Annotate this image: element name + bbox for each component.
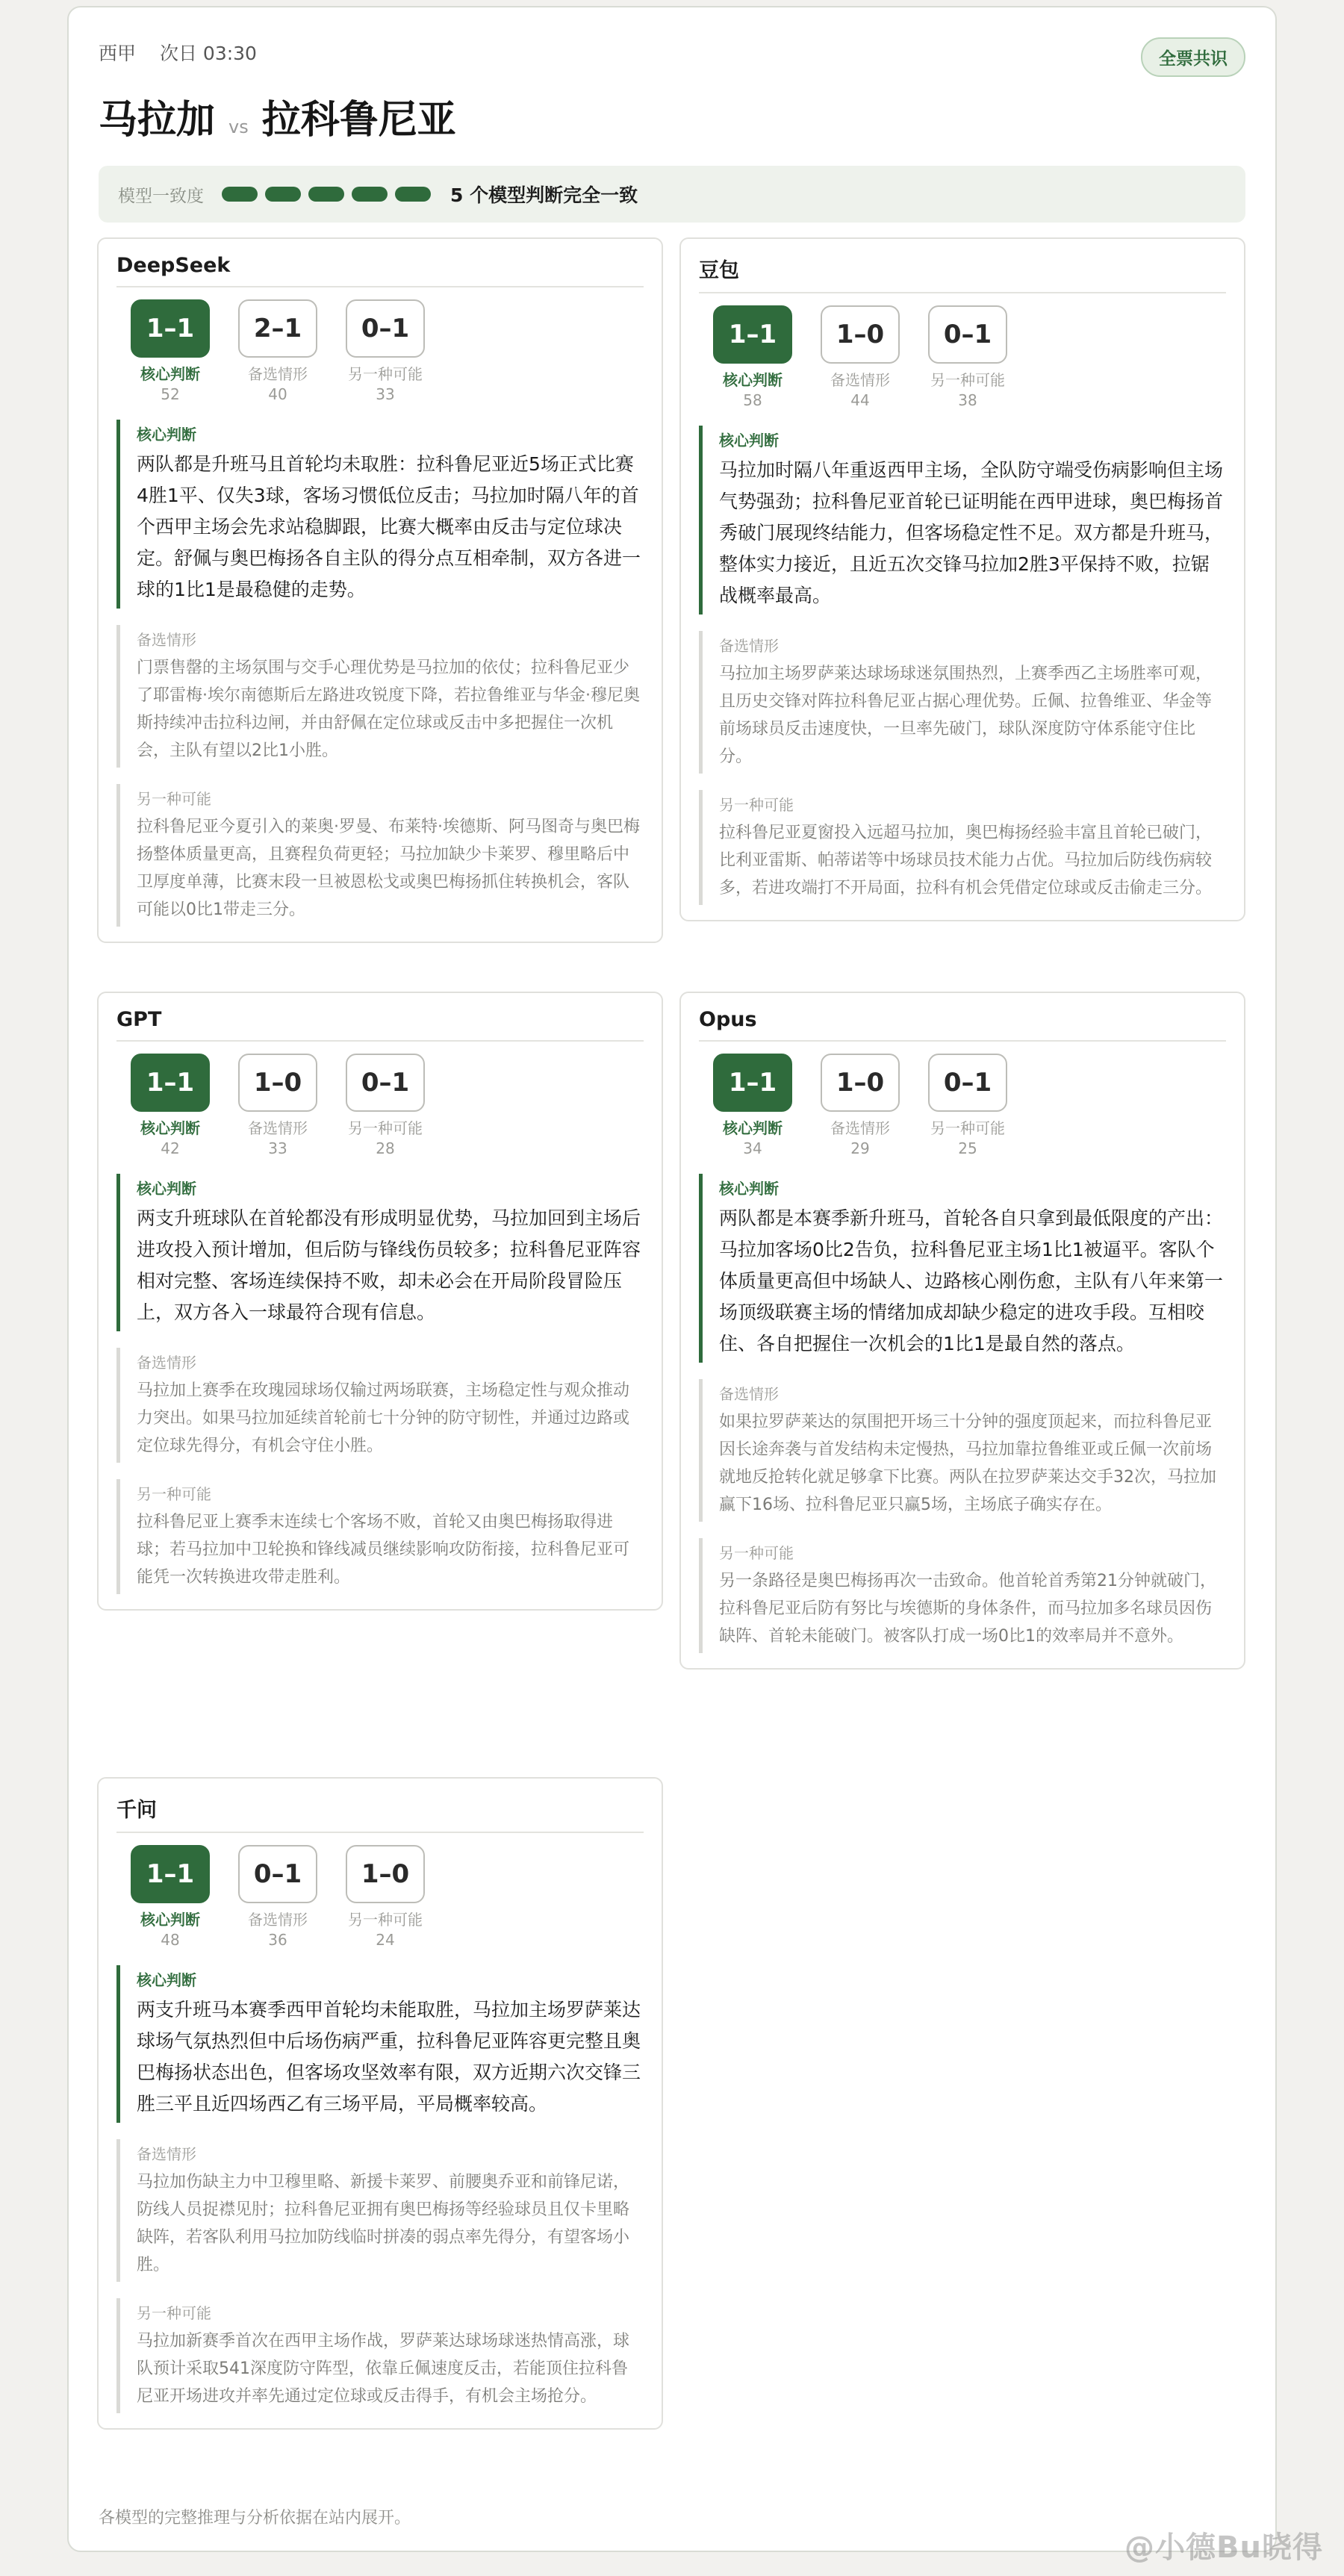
core-judgment-section	[699, 426, 1226, 615]
score-count: 40	[268, 385, 287, 403]
section-text: 两支升班球队在首轮都没有形成明显优势，马拉加回到主场后进攻投入预计增加，但后防与锋线伤员较多；拉科鲁尼亚阵容相对完整、客场连续保持不败，却未必会在开局阶段冒险压上，双方各入一球最符合现有信息。	[137, 1207, 641, 1323]
score-label: 另一种可能	[348, 1911, 423, 1929]
score-count: 25	[958, 1139, 977, 1157]
core-judgment-section	[699, 1174, 1226, 1363]
other-possibility-section	[699, 1538, 1226, 1653]
section-title: 备选情形	[137, 631, 196, 649]
section-title: 核心判断	[137, 1971, 196, 1989]
score-options	[699, 305, 1226, 409]
other-possibility-section	[116, 2298, 644, 2413]
model-name: 豆包	[699, 254, 1226, 293]
score-count: 29	[850, 1139, 870, 1157]
section-text: 如果拉罗萨莱达的氛围把开场三十分钟的强度顶起来，而拉科鲁尼亚因长途奔袭与首发结构未定慢热，马拉加靠拉鲁维亚或丘佩一次前场就地反抢转化就足够拿下比赛。两队在拉罗萨莱达交手32次，马拉加赢下16场、拉科鲁尼亚只赢5场，主场底子确实存在。	[719, 1413, 1216, 1514]
other-score	[914, 305, 1021, 409]
section-title: 备选情形	[137, 1354, 196, 1372]
section-text: 两支升班马本赛季西甲首轮均未能取胜，马拉加主场罗萨莱达球场气氛热烈但中后场伤病严重，拉科鲁尼亚阵容更完整且奥巴梅扬状态出色，但客场攻坚效率有限，双方近期六次交锋三胜三平且近四场西乙有三场平局，平局概率较高。	[137, 1999, 641, 2115]
score-label: 备选情形	[830, 1119, 890, 1137]
score-value: 1–1	[131, 1845, 210, 1903]
score-value: 1–0	[821, 305, 900, 364]
other-score	[332, 299, 439, 403]
section-title: 另一种可能	[137, 1485, 211, 1503]
score-label: 另一种可能	[930, 1119, 1005, 1137]
model-card-opus	[679, 992, 1245, 1670]
score-options	[699, 1054, 1226, 1157]
consensus-badge: 全票共识	[1141, 37, 1245, 77]
score-value: 1–1	[131, 1054, 210, 1112]
league-label: 西甲	[99, 43, 137, 64]
core-judgment-section	[116, 1174, 644, 1331]
home-team: 马拉加	[99, 98, 216, 143]
score-count: 33	[376, 385, 395, 403]
score-count: 24	[376, 1931, 395, 1949]
score-count: 38	[958, 391, 977, 409]
alternative-section	[699, 1379, 1226, 1522]
score-value: 1–1	[713, 305, 792, 364]
score-count: 33	[268, 1139, 287, 1157]
model-card-doubao	[679, 237, 1245, 921]
section-text: 另一条路径是奥巴梅扬再次一击致命。他首轮首秀第21分钟就破门，拉科鲁尼亚后防有努比与埃德斯的身体条件，而马拉加多名球员因伤缺阵、首轮未能破门。被客队打成一场0比1的效率局并不意外。	[719, 1572, 1216, 1646]
consistency-pill	[395, 187, 431, 202]
section-title: 另一种可能	[719, 796, 794, 814]
away-team: 拉科鲁尼亚	[261, 98, 456, 143]
score-label: 另一种可能	[348, 365, 423, 383]
section-text: 拉科鲁尼亚夏窗投入远超马拉加，奥巴梅扬经验丰富且首轮已破门，比利亚雷斯、帕蒂诺等中场球员技术能力占优。马拉加后防线伤病较多，若进攻端打不开局面，拉科有机会凭借定位球或反击偷走三分。	[719, 824, 1213, 897]
section-text: 马拉加主场罗萨莱达球场球迷氛围热烈，上赛季西乙主场胜率可观，且历史交锋对阵拉科鲁尼亚占据心理优势。丘佩、拉鲁维亚、华金等前场球员反击速度快，一旦率先破门，球队深度防守体系能守住比分。	[719, 665, 1213, 766]
other-possibility-section	[699, 790, 1226, 905]
section-title: 备选情形	[719, 637, 779, 655]
score-count: 48	[161, 1931, 180, 1949]
score-value: 0–1	[346, 299, 425, 358]
consistency-text: 5 个模型判断完全一致	[450, 184, 638, 206]
score-value: 1–1	[131, 299, 210, 358]
score-label: 核心判断	[140, 1911, 200, 1929]
score-value: 0–1	[238, 1845, 317, 1903]
section-text: 两队都是本赛季新升班马，首轮各自只拿到最低限度的产出：马拉加客场0比2告负，拉科鲁尼亚主场1比1被逼平。客队个体质量更高但中场缺人、边路核心刚伤愈，主队有八年来第一场顶级联赛主场的情绪加成却缺少稳定的进攻手段。互相咬住、各自把握住一次机会的1比1是最自然的落点。	[719, 1207, 1224, 1354]
core-score	[699, 305, 806, 409]
section-title: 备选情形	[719, 1385, 779, 1403]
model-name: Opus	[699, 1008, 1226, 1042]
score-value: 1–0	[821, 1054, 900, 1112]
score-label: 另一种可能	[930, 371, 1005, 389]
consistency-pill	[265, 187, 301, 202]
model-card-qianwen	[97, 1777, 663, 2430]
score-count: 36	[268, 1931, 287, 1949]
score-value: 1–0	[346, 1845, 425, 1903]
alternative-section	[699, 631, 1226, 774]
other-possibility-section	[116, 1479, 644, 1594]
score-label: 核心判断	[140, 365, 200, 383]
score-count: 58	[743, 391, 762, 409]
section-text: 门票售罄的主场氛围与交手心理优势是马拉加的依仗；拉科鲁尼亚少了耶雷梅·埃尔南德斯后左路进攻锐度下降，若拉鲁维亚与华金·穆尼奥斯持续冲击拉科边闸，并由舒佩在定位球或反击中多把握住一次机会，主队有望以2比1小胜。	[137, 659, 640, 760]
score-value: 0–1	[928, 305, 1007, 364]
model-name: 千问	[116, 1793, 644, 1833]
alternative-section	[116, 1348, 644, 1463]
other-score	[332, 1054, 439, 1157]
section-text: 两队都是升班马且首轮均未取胜：拉科鲁尼亚近5场正式比赛4胜1平、仅失3球，客场习惯低位反击；马拉加时隔八年的首个西甲主场会先求站稳脚跟，比赛大概率由反击与定位球决定。舒佩与奥巴梅扬各自主队的得分点互相牵制，双方各进一球的1比1是最稳健的走势。	[137, 453, 641, 600]
match-title	[99, 88, 456, 144]
score-options	[116, 299, 644, 403]
watermark: @小德Bu晓得	[1124, 2530, 1323, 2565]
core-judgment-section	[116, 1965, 644, 2123]
score-count: 44	[850, 391, 870, 409]
section-title: 核心判断	[719, 432, 779, 449]
alt-score	[224, 1054, 332, 1157]
core-judgment-section	[116, 420, 644, 609]
match-meta	[99, 39, 257, 66]
model-name: GPT	[116, 1008, 644, 1042]
alt-score	[806, 1054, 914, 1157]
model-card-gpt	[97, 992, 663, 1611]
section-text: 马拉加上赛季在玫瑰园球场仅输过两场联赛，主场稳定性与观众推动力突出。如果马拉加延续首轮前七十分钟的防守韧性，并通过边路或定位球先得分，有机会守住小胜。	[137, 1381, 630, 1455]
score-options	[116, 1845, 644, 1949]
section-text: 拉科鲁尼亚今夏引入的莱奥·罗曼、布莱特·埃德斯、阿马图奇与奥巴梅扬整体质量更高，且赛程负荷更轻；马拉加缺少卡莱罗、穆里略后中卫厚度单薄，比赛末段一旦被恩松戈或奥巴梅扬抓住转换机会，客队可能以0比1带走三分。	[137, 818, 640, 919]
section-text: 马拉加时隔八年重返西甲主场，全队防守端受伤病影响但主场气势强劲；拉科鲁尼亚首轮已证明能在西甲进球，奥巴梅扬首秀破门展现终结能力，但客场稳定性不足。双方都是升班马，整体实力接近，且近五次交锋马拉加2胜3平保持不败，拉锯战概率最高。	[719, 459, 1224, 606]
score-count: 52	[161, 385, 180, 403]
section-text: 拉科鲁尼亚上赛季末连续七个客场不败，首轮又由奥巴梅扬取得进球；若马拉加中卫轮换和锋线减员继续影响攻防衔接，拉科鲁尼亚可能凭一次转换进攻带走胜利。	[137, 1513, 630, 1587]
score-value: 1–1	[713, 1054, 792, 1112]
alternative-section	[116, 625, 644, 768]
score-value: 2–1	[238, 299, 317, 358]
model-card-deepseek	[97, 237, 663, 943]
section-title: 核心判断	[719, 1180, 779, 1198]
score-label: 备选情形	[248, 1911, 308, 1929]
section-title: 另一种可能	[137, 2304, 211, 2322]
alternative-section	[116, 2139, 644, 2282]
core-score	[699, 1054, 806, 1157]
core-score	[116, 1845, 224, 1949]
score-label: 核心判断	[140, 1119, 200, 1137]
section-title: 备选情形	[137, 2145, 196, 2163]
score-label: 核心判断	[723, 1119, 783, 1137]
alt-score	[806, 305, 914, 409]
other-possibility-section	[116, 784, 644, 927]
section-text: 马拉加伤缺主力中卫穆里略、新援卡莱罗、前腰奥乔亚和前锋尼诺，防线人员捉襟见肘；拉科鲁尼亚拥有奥巴梅扬等经验球员且仅卡里略缺阵，若客队利用马拉加防线临时拼凑的弱点率先得分，有望客场小胜。	[137, 2173, 630, 2274]
section-title: 另一种可能	[719, 1544, 794, 1562]
consistency-pill	[308, 187, 344, 202]
score-value: 0–1	[928, 1054, 1007, 1112]
other-score	[914, 1054, 1021, 1157]
section-title: 核心判断	[137, 426, 196, 444]
core-score	[116, 1054, 224, 1157]
alt-score	[224, 299, 332, 403]
core-score	[116, 299, 224, 403]
alt-score	[224, 1845, 332, 1949]
section-title: 核心判断	[137, 1180, 196, 1198]
footer-note: 各模型的完整推理与分析依据在站内展开。	[99, 2509, 411, 2527]
score-count: 28	[376, 1139, 395, 1157]
model-name: DeepSeek	[116, 254, 644, 287]
other-score	[332, 1845, 439, 1949]
match-prediction-page	[67, 6, 1277, 2552]
consistency-pill	[222, 187, 258, 202]
kickoff-time: 次日 03:30	[159, 43, 257, 64]
section-title: 另一种可能	[137, 790, 211, 808]
score-options	[116, 1054, 644, 1157]
score-label: 备选情形	[248, 1119, 308, 1137]
consistency-pill	[352, 187, 388, 202]
score-value: 0–1	[346, 1054, 425, 1112]
vs-label: vs	[228, 116, 249, 137]
score-label: 另一种可能	[348, 1119, 423, 1137]
score-value: 1–0	[238, 1054, 317, 1112]
section-text: 马拉加新赛季首次在西甲主场作战，罗萨莱达球场球迷热情高涨，球队预计采取541深度防守阵型，依靠丘佩速度反击，若能顶住拉科鲁尼亚开场进攻并率先通过定位球或反击得手，有机会主场抢分。	[137, 2332, 630, 2406]
score-label: 备选情形	[830, 371, 890, 389]
model-consistency-bar	[99, 166, 1245, 223]
consistency-label: 模型一致度	[118, 186, 204, 206]
score-count: 34	[743, 1139, 762, 1157]
score-label: 备选情形	[248, 365, 308, 383]
score-count: 42	[161, 1139, 180, 1157]
score-label: 核心判断	[723, 371, 783, 389]
